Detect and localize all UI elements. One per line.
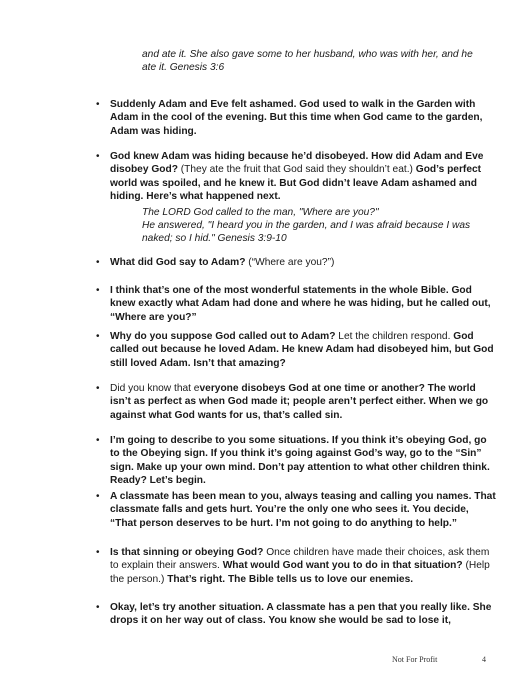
- bold-text: I think that’s one of the most wonderful statements in the whole Bible. God knew exactly what Adam had done and where he was hiding, but he called out, “Where are you?”: [110, 285, 491, 323]
- bullet-item: [96, 382, 496, 422]
- bullet-marker: •: [96, 257, 100, 268]
- bullet-marker: •: [96, 151, 100, 162]
- bullet-text: [110, 284, 496, 324]
- bullet-marker: •: [96, 285, 100, 296]
- bullet-item: [96, 434, 496, 488]
- quote-line: naked; so I hid." Genesis 3:9-10: [142, 233, 287, 244]
- bullet-item: [96, 98, 496, 138]
- bold-text: I’m going to describe to you some situations. If you think it’s obeying God, go to the Obeying sign. If you think it’s going against God’s way, go to the “Sin” sign. Make up your own mind. Don’t pay attention to what other children think. Ready? Let’s begin.: [110, 435, 490, 487]
- bullet-marker: •: [96, 491, 100, 502]
- bold-text: veryone disobeys God at one time or another? The world isn’t as perfect as when God made it; people aren’t perfect either. When we go against what God wants for us, that’s called sin.: [110, 383, 489, 421]
- bullet-item: [96, 284, 496, 324]
- bullet-item: [96, 256, 496, 269]
- bold-text: What did God say to Adam?: [110, 257, 249, 268]
- bullet-item: [96, 150, 496, 204]
- bullet-text: [110, 150, 496, 204]
- page-number: 4: [482, 655, 486, 664]
- bold-text: What would God want you to do in that situation?: [222, 560, 463, 572]
- bold-text: A classmate has been mean to you, always teasing and calling you names. That classmate falls and gets hurt. You’re the only one who sees it. You decide, “That person deserves to be hurt. I’m not going to do anything to help.”: [110, 491, 496, 529]
- plain-text: (Help the person.): [110, 560, 490, 585]
- bullet-text: [110, 330, 496, 370]
- bold-text: That’s right. The Bible tells us to love our enemies.: [167, 573, 414, 585]
- bullet-marker: •: [96, 547, 100, 558]
- footer-label: Not For Profit: [392, 655, 438, 664]
- bullet-text: [110, 601, 496, 628]
- plain-text: Let the children respond.: [335, 331, 454, 342]
- quote-line: The LORD God called to the man, "Where are you?": [142, 207, 379, 218]
- bullet-item: [96, 601, 496, 628]
- bullet-text: [110, 546, 496, 586]
- bold-text: God called out because he loved Adam. He knew Adam had disobeyed him, but God still loved Adam. Isn’t that amazing?: [110, 331, 494, 369]
- bullet-marker: •: [96, 602, 100, 613]
- bullet-marker: •: [96, 383, 100, 394]
- plain-text: (They ate the fruit that God said they shouldn’t eat.): [177, 164, 416, 176]
- bullet-text: [110, 98, 496, 138]
- bold-text: Suddenly Adam and Eve felt ashamed. God used to walk in the Garden with Adam in the cool of the evening. But this time when God came to the garden, Adam was hiding.: [110, 99, 483, 137]
- bullet-text: [110, 434, 496, 488]
- bold-text: God’s perfect world was spoiled, and he knew it. But God didn’t leave Adam ashamed and hiding. Here’s what happened next.: [110, 164, 482, 203]
- plain-text: (“Where are you?”): [248, 257, 335, 268]
- bullet-marker: •: [96, 435, 100, 446]
- bullet-marker: •: [96, 331, 100, 342]
- bullet-text: [110, 382, 496, 422]
- plain-text: Did you know that e: [110, 383, 200, 394]
- bullet-item: [96, 330, 496, 370]
- bold-text: God knew Adam was hiding because he’d disobeyed. How did Adam and Eve disobey God?: [110, 151, 484, 176]
- quote-line: and ate it. She also gave some to her husband, who was with her, and he: [142, 49, 473, 60]
- bullet-text: [110, 256, 496, 269]
- bold-text: Why do you suppose God called out to Adam?: [110, 331, 336, 342]
- bullet-item: [96, 546, 496, 586]
- bold-text: Is that sinning or obeying God?: [110, 547, 264, 558]
- bullet-text: [110, 490, 496, 530]
- plain-text: Once children have made their choices, ask them to explain their answers.: [110, 547, 490, 572]
- bullet-item: [96, 490, 496, 530]
- quote-line: He answered, "I heard you in the garden, and I was afraid because I was: [142, 220, 471, 231]
- quote-line: ate it. Genesis 3:6: [142, 62, 225, 73]
- scripture-quote-genesis-3-6: [142, 48, 492, 74]
- bold-text: Okay, let’s try another situation. A classmate has a pen that you really like. She drops it on her way out of class. You know she would be sad to lose it,: [110, 602, 492, 627]
- bullet-marker: •: [96, 99, 100, 110]
- scripture-quote-genesis-3-9: [142, 206, 492, 245]
